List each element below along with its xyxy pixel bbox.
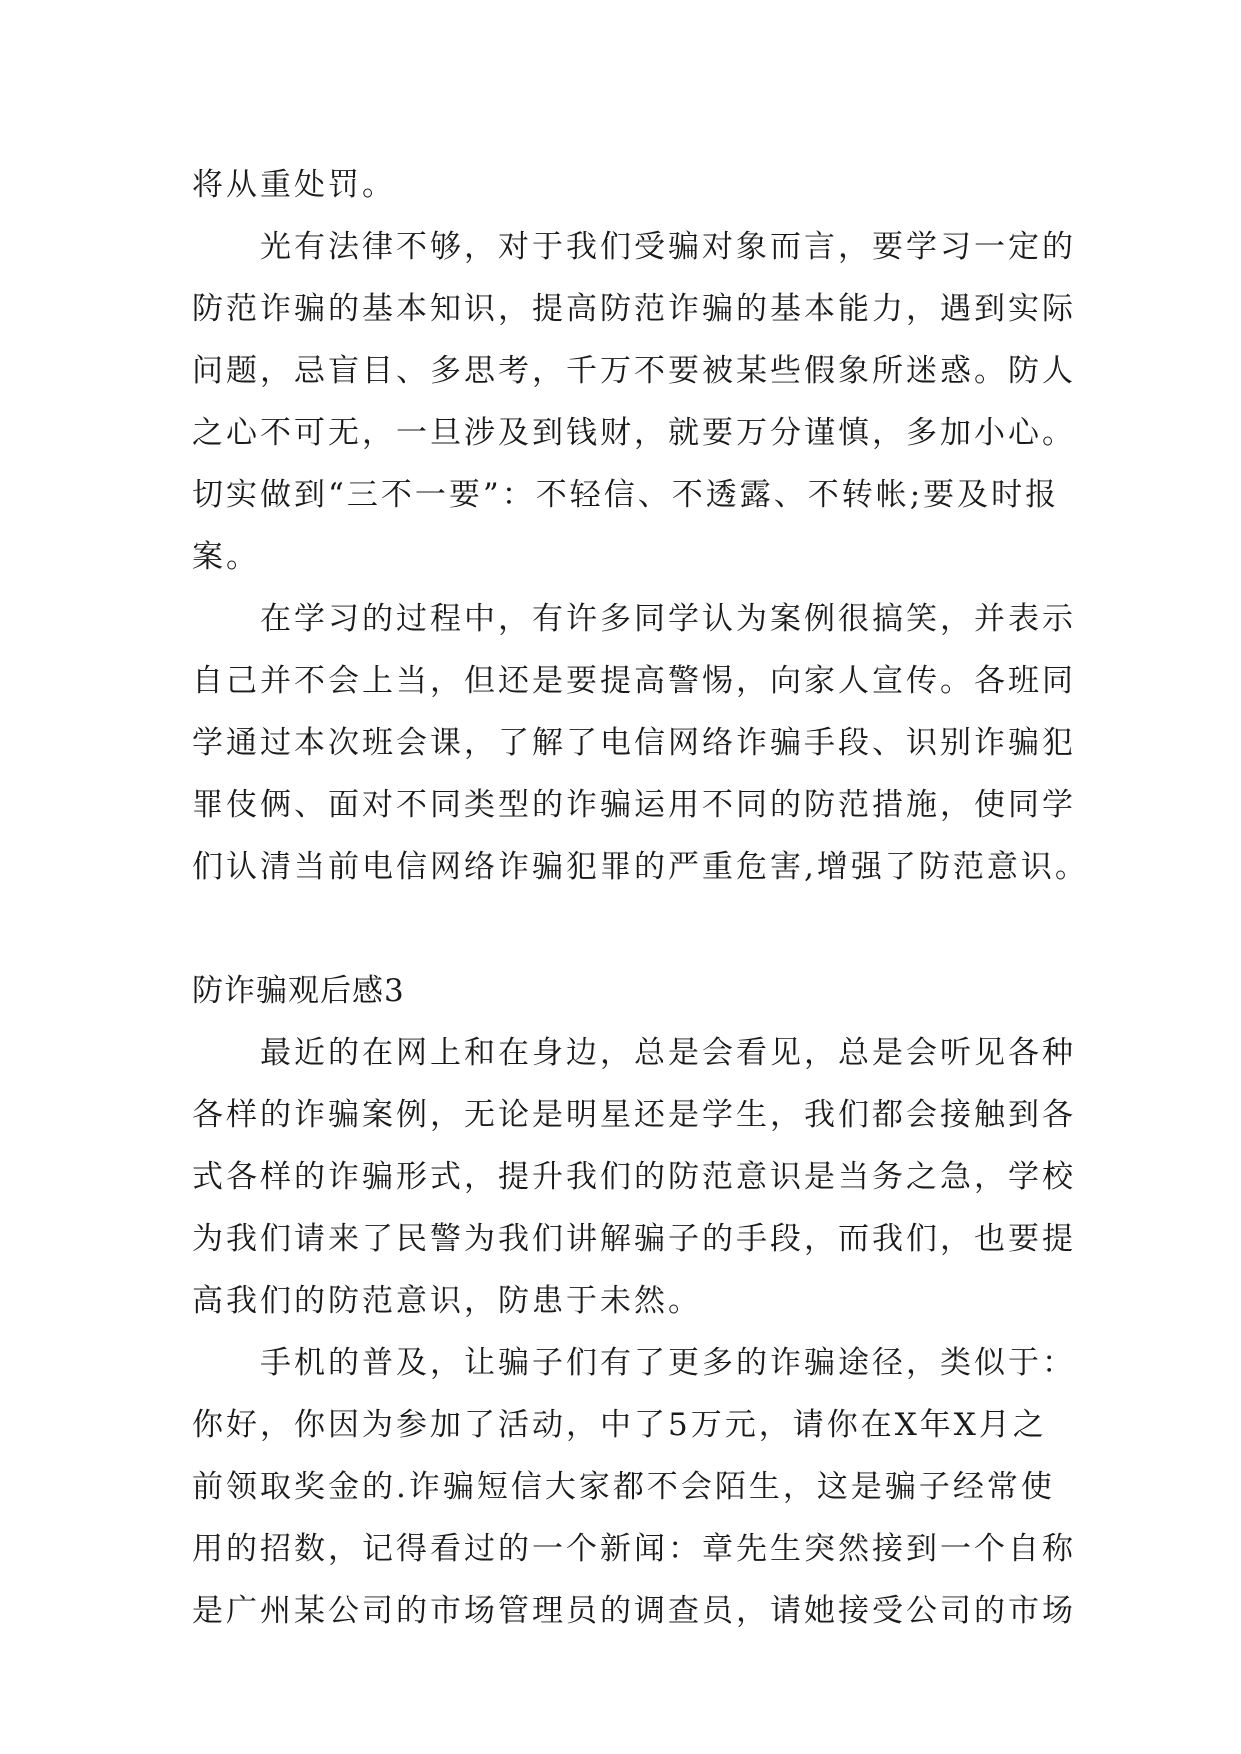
text-line: 用的招数，记得看过的一个新闻：章先生突然接到一个自称 — [192, 1531, 1076, 1567]
text-line: 你好，你因为参加了活动，中了5万元，请你在X年X月之 — [192, 1407, 1047, 1443]
text-line: 切实做到“三不一要”：不轻信、不透露、不转帐;要及时报 — [192, 477, 1060, 513]
document-body — [192, 154, 1089, 1642]
text-line: 自己并不会上当，但还是要提高警惕，向家人宣传。各班同 — [192, 663, 1076, 699]
text-line: 问题，忌盲目、多思考，千万不要被某些假象所迷惑。防人 — [192, 353, 1076, 389]
text-line: 防范诈骗的基本知识，提高防范诈骗的基本能力，遇到实际 — [192, 291, 1076, 327]
text-line: 罪伎俩、面对不同类型的诈骗运用不同的防范措施，使同学 — [192, 787, 1076, 823]
text-line: 前领取奖金的.诈骗短信大家都不会陌生，这是骗子经常使 — [192, 1469, 1055, 1505]
text-line: 各样的诈骗案例，无论是明星还是学生，我们都会接触到各 — [192, 1097, 1076, 1133]
section-gap — [192, 898, 1049, 960]
section-heading: 防诈骗观后感3 — [192, 973, 405, 1009]
text-line: 学通过本次班会课，了解了电信网络诈骗手段、识别诈骗犯 — [192, 725, 1076, 761]
text-line: 高我们的防范意识，防患于未然。 — [192, 1283, 702, 1319]
text-line: 光有法律不够，对于我们受骗对象而言，要学习一定的 — [192, 229, 1076, 265]
text-line: 之心不可无，一旦涉及到钱财，就要万分谨慎，多加小心。 — [192, 415, 1076, 451]
text-line: 手机的普及，让骗子们有了更多的诈骗途径，类似于： — [192, 1345, 1076, 1381]
text-line: 为我们请来了民警为我们讲解骗子的手段，而我们，也要提 — [192, 1221, 1076, 1257]
text-line: 案。 — [192, 539, 260, 575]
text-line: 们认清当前电信网络诈骗犯罪的严重危害,增强了防范意识。 — [192, 849, 1089, 885]
text-line: 将从重处罚。 — [192, 167, 396, 203]
text-line: 最近的在网上和在身边，总是会看见，总是会听见各种 — [192, 1035, 1076, 1071]
text-line: 是广州某公司的市场管理员的调查员，请她接受公司的市场 — [192, 1593, 1076, 1629]
text-line: 在学习的过程中，有许多同学认为案例很搞笑，并表示 — [192, 601, 1076, 637]
text-line: 式各样的诈骗形式，提升我们的防范意识是当务之急，学校 — [192, 1159, 1076, 1195]
